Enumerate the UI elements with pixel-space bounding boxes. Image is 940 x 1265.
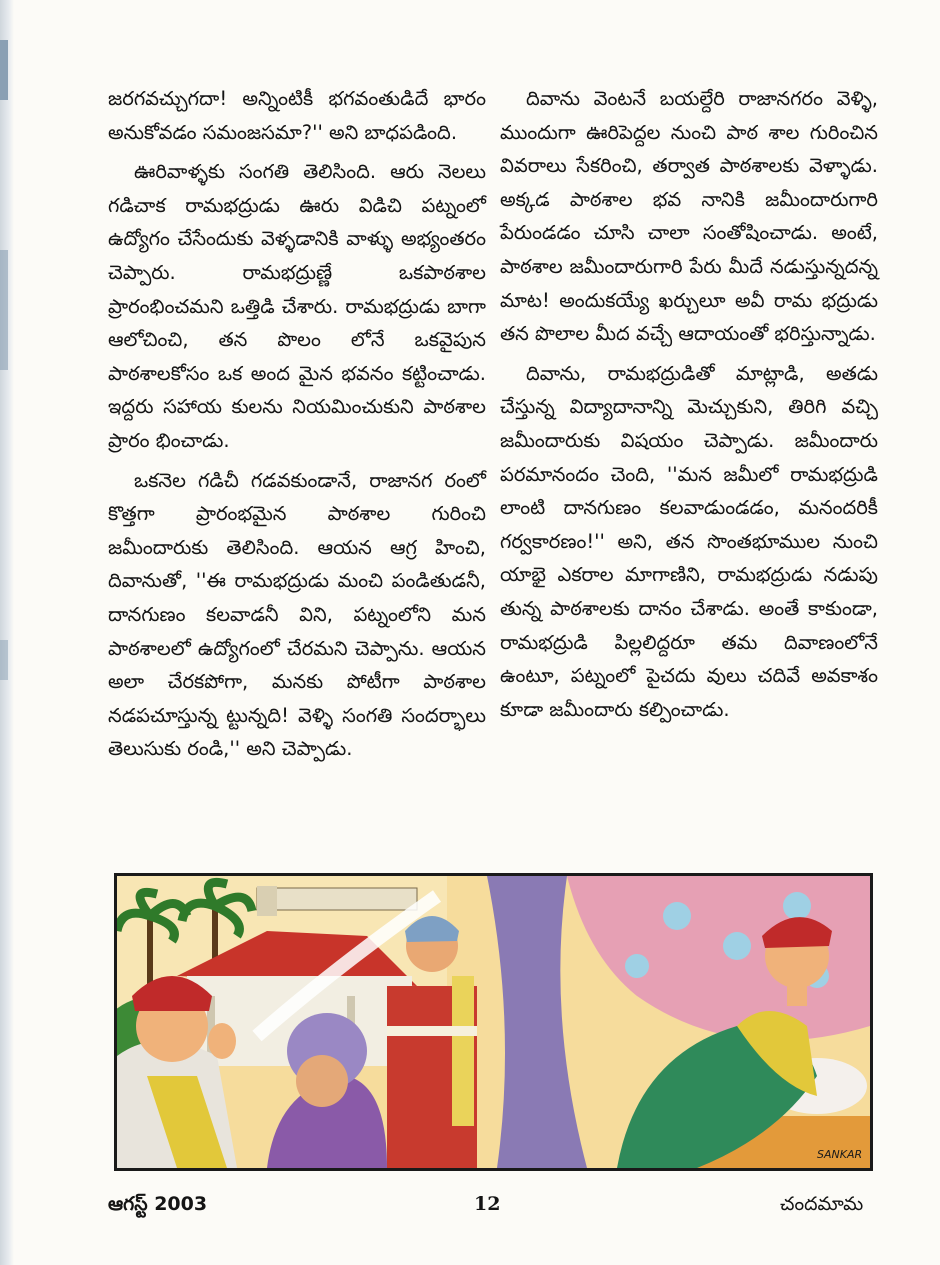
artist-signature: SANKAR — [817, 1148, 863, 1161]
paragraph: దివాను వెంటనే బయల్దేరి రాజానగరం వెళ్ళి, ముందుగా ఊరిపెద్దల నుంచి పాఠ శాల గురించిన వివరాలు సేకరించి, తర్వాత పాఠశాలకు వెళ్ళాడు. అక్కడ పాఠశాల భవ నానికి జమీందారుగారి పేరుండడం చూసి చాలా సంతోషించాడు. అంటే, పాఠశాల జమీందారుగారి పేరు మీదే నడుస్తున్నదన్న మాట! అందుకయ్యే ఖర్చులూ అవీ రామ భద్రుడు తన పొలాల మీద వచ్చే ఆదాయంతో భరిస్తున్నాడు. — [500, 87, 878, 346]
story-illustration — [114, 873, 873, 1171]
left-text-column — [108, 82, 486, 772]
paragraph: ఒకనెల గడిచీ గడవకుండానే, రాజానగ రంలో కొత్తగా ప్రారంభమైన పాఠశాల గురించి జమీందారుకు తెలిసింది. ఆయన ఆగ్ర హించి, దివానుతో, ''ఈ రామభద్రుడు మంచి పండితుడనీ, దానగుణం కలవాడనీ విని, పట్నంలోని మన పాఠశాలలో ఉద్యోగంలో చేరమని చెప్పాను. ఆయన అలా చేరకపోగా, మనకు పోటీగా పాఠశాల నడపచూస్తున్న ట్టున్నది! వెళ్ళి సంగతి సందర్భాలు తెలుసుకు రండి,'' అని చెప్పాడు. — [108, 468, 486, 761]
illustration-art — [117, 876, 870, 1168]
paragraph: ఊరివాళ్ళకు సంగతి తెలిసింది. ఆరు నెలలు గడిచాక రామభద్రుడు ఊరు విడిచి పట్నంలో ఉద్యోగం చేసేందుకు వెళ్ళడానికి వాళ్ళు అభ్యంతరం చెప్పారు. రామభద్రుణ్ణే ఒకపాఠశాల ప్రారంభించమని ఒత్తిడి చేశారు. రామభద్రుడు బాగా ఆలోచించి, తన పొలం లోనే ఒకవైపున పాఠశాలకోసం ఒక అంద మైన భవనం కట్టించాడు. ఇద్దరు సహాయ కులను నియమించుకుని పాఠశాల ప్రారం భించాడు. — [108, 160, 486, 452]
right-text-column — [500, 82, 878, 732]
page-number: 12 — [474, 1193, 501, 1215]
magazine-name: చందమామ — [780, 1193, 864, 1215]
paragraph: జరగవచ్చుగదా! అన్నింటికీ భగవంతుడిదే భారం అనుకోవడం సమంజసమా?'' అని బాధపడింది. — [108, 87, 486, 144]
page-edge-strip — [0, 0, 14, 1265]
footer-issue-date: ఆగస్ట్ 2003 — [108, 1193, 208, 1215]
paragraph: దివాను, రామభద్రుడితో మాట్లాడి, అతడు చేస్తున్న విద్యాదానాన్ని మెచ్చుకుని, తిరిగి వచ్చి జమీందారుకు విషయం చెప్పాడు. జమీందారు పరమానందం చెంది, ''మన జమీలో రామభద్రుడి లాంటి దానగుణం కలవాడుండడం, మనందరికీ గర్వకారణం!'' అని, తన సొంతభూముల నుంచి యాభై ఎకరాల మాగాణిని, రామభద్రుడు నడుపు తున్న పాఠశాలకు దానం చేశాడు. అంతే కాకుండా, రామభద్రుడి పిల్లలిద్దరూ తమ దివాణంలోనే ఉంటూ, పట్నంలో పైచదు వులు చదివే అవకాశం కూడా జమీందారు కల్పించాడు. — [500, 361, 878, 721]
